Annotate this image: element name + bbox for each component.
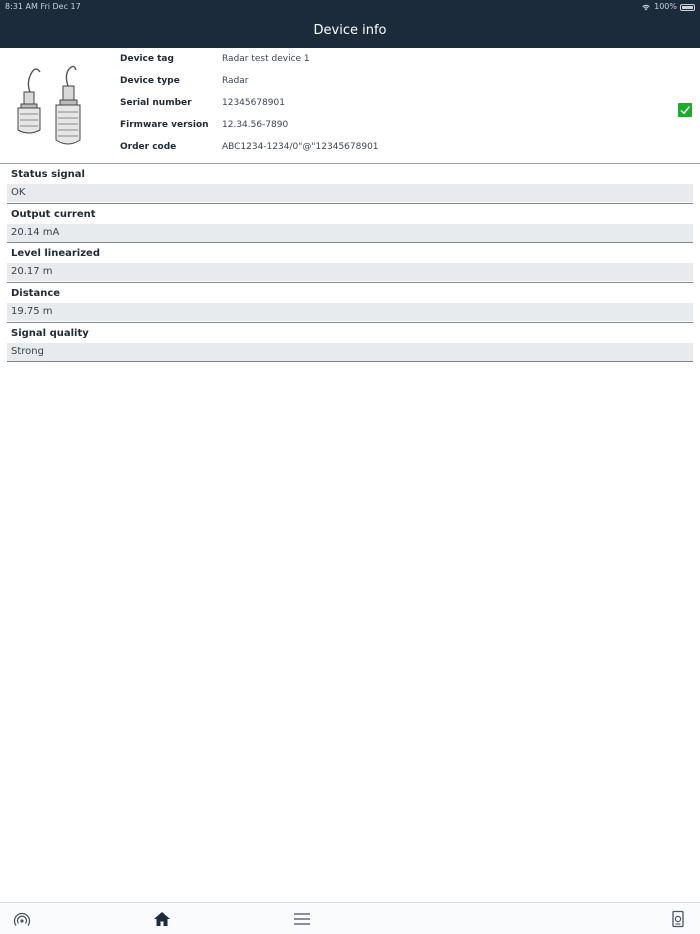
measurement-output-current[interactable] xyxy=(7,204,693,244)
radar-sensor-image xyxy=(10,62,92,152)
measurement-value: 19.75 m xyxy=(7,303,693,321)
measurement-label: Status signal xyxy=(11,169,85,180)
measurement-value: Strong xyxy=(7,343,693,361)
info-value: 12.34.56-7890 xyxy=(222,120,289,130)
measurement-list xyxy=(7,164,693,362)
measurement-label: Level linearized xyxy=(11,248,100,260)
measurement-value: 20.17 m xyxy=(7,263,693,281)
home-icon xyxy=(153,910,171,928)
tab-home[interactable] xyxy=(152,909,172,929)
measurement-label: Signal quality xyxy=(11,327,89,339)
battery-percent: 100% xyxy=(654,2,677,11)
measurement-value: OK xyxy=(7,184,693,202)
info-key: Serial number xyxy=(120,98,192,108)
wifi-icon xyxy=(641,3,651,11)
info-row-serial-number xyxy=(120,92,640,114)
measurement-status-signal[interactable] xyxy=(7,164,693,204)
status-ok-check-icon xyxy=(678,103,692,117)
tab-connection[interactable] xyxy=(12,909,32,929)
info-key: Device type xyxy=(120,76,180,86)
info-row-order-code xyxy=(120,136,640,158)
measurement-distance[interactable] xyxy=(7,283,693,323)
tab-menu[interactable] xyxy=(292,909,312,929)
measurement-level-linearized[interactable] xyxy=(7,243,693,283)
tab-bar xyxy=(0,902,700,934)
signal-icon xyxy=(13,910,31,928)
measurement-signal-quality[interactable] xyxy=(7,323,693,363)
menu-icon xyxy=(293,910,311,928)
page-title: Device info xyxy=(313,23,387,38)
info-key: Order code xyxy=(120,142,177,152)
device-header xyxy=(0,48,700,164)
battery-icon xyxy=(680,4,695,11)
info-key: Firmware version xyxy=(120,120,209,130)
measurement-label: Output current xyxy=(11,208,96,220)
info-value: Radar xyxy=(222,76,249,86)
info-key: Device tag xyxy=(120,54,174,64)
status-bar xyxy=(0,0,700,14)
tab-device[interactable] xyxy=(668,909,688,929)
status-time: 8:31 AM Fri Dec 17 xyxy=(5,2,81,11)
nav-bar xyxy=(0,14,700,48)
measurement-label: Distance xyxy=(11,288,61,300)
info-value: 12345678901 xyxy=(222,98,285,108)
measurement-value: 20.14 mA xyxy=(7,224,693,242)
device-icon xyxy=(669,910,687,928)
info-row-firmware-version xyxy=(120,114,640,136)
info-row-device-type xyxy=(120,70,640,92)
info-value: Radar test device 1 xyxy=(222,54,310,64)
info-value: ABC1234-1234/0"@"12345678901 xyxy=(222,142,379,152)
info-row-device-tag xyxy=(120,48,640,70)
status-right xyxy=(641,0,695,14)
